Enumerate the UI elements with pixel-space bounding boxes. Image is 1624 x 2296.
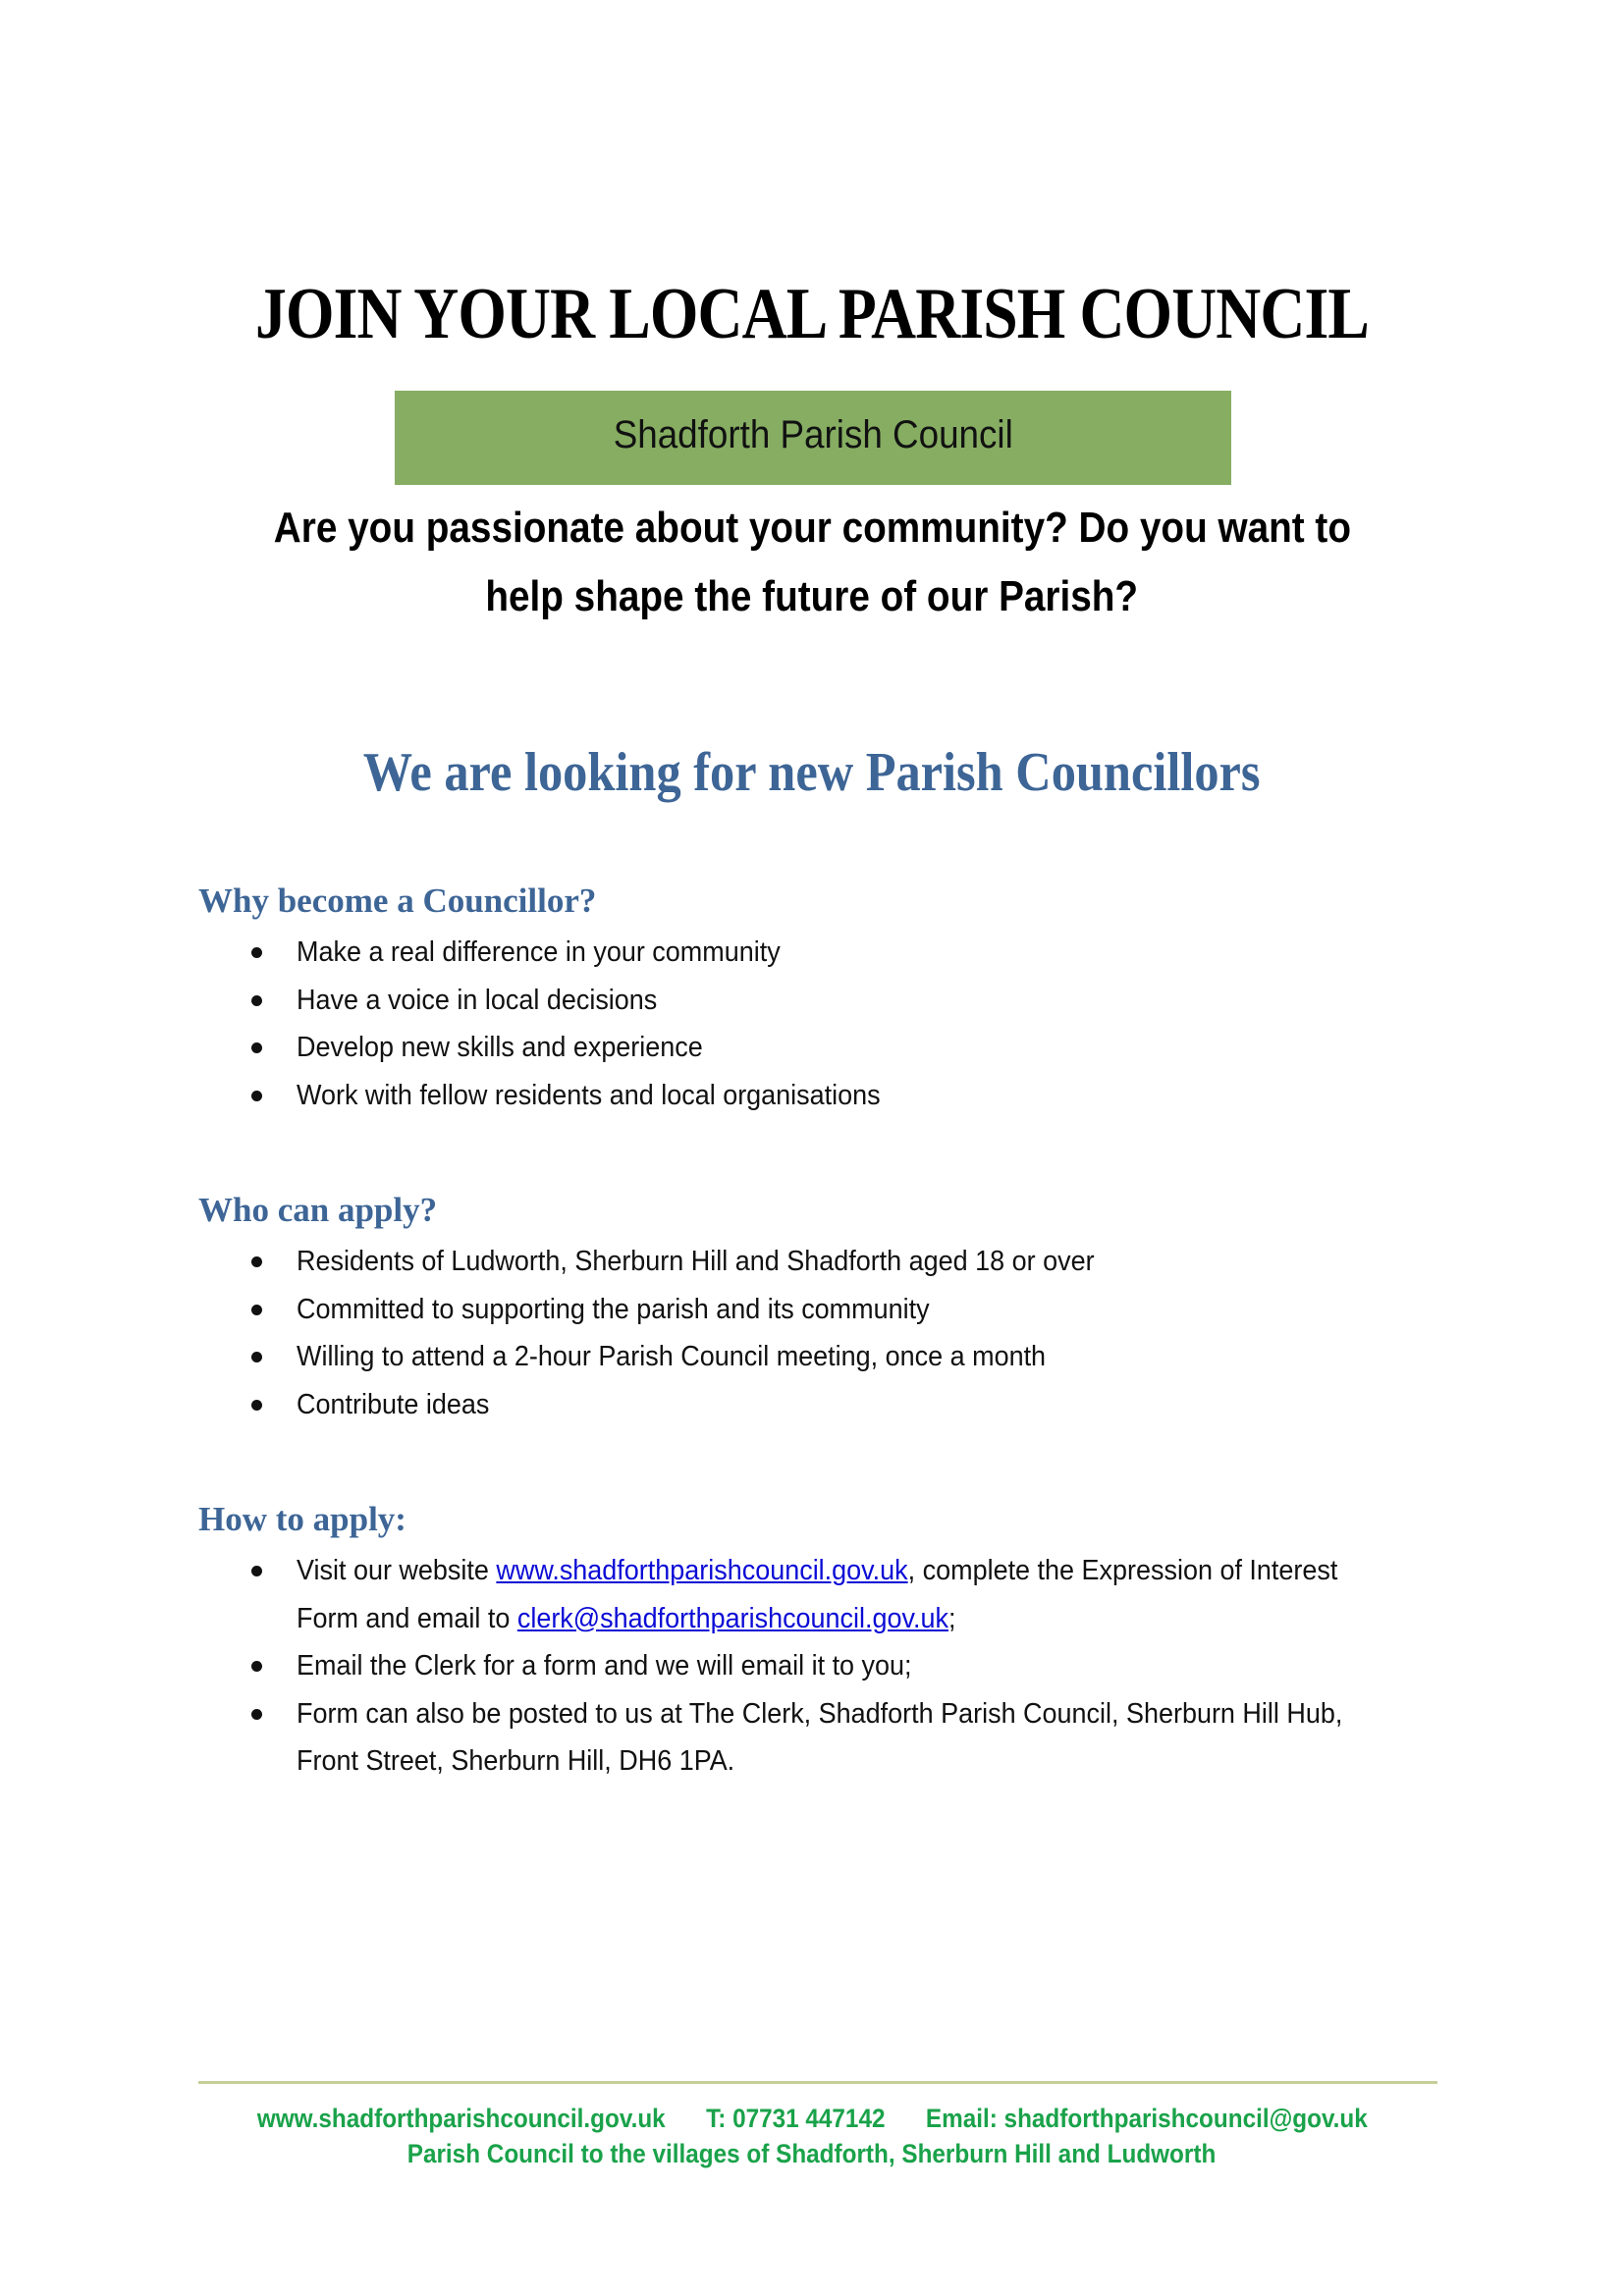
list-item: Committed to supporting the parish and its community [198, 1286, 1475, 1334]
list-item: Have a voice in local decisions [198, 977, 1475, 1025]
how-list [198, 1547, 1475, 1786]
bullet-icon [251, 1256, 262, 1267]
bullet-icon [251, 1400, 262, 1411]
list-item: Visit our website www.shadforthparishcouncil.gov.uk, complete the Expression of Interest Form and email to clerk@shadforthparishcouncil.gov.uk; [198, 1547, 1475, 1642]
list-item: Make a real difference in your community [198, 929, 1475, 977]
list-item: Develop new skills and experience [198, 1024, 1475, 1072]
question-line-2: help shape the future of our Parish? [485, 572, 1139, 620]
list-item: Contribute ideas [198, 1381, 1475, 1429]
bullet-icon [251, 1661, 262, 1672]
who-list [198, 1238, 1475, 1428]
footer-contact-line [0, 2101, 1624, 2136]
bullet-icon [251, 1352, 262, 1362]
list-item: Email the Clerk for a form and we will email it to you; [198, 1642, 1475, 1690]
list-item: Work with fellow residents and local organisations [198, 1072, 1475, 1120]
bullet-icon [251, 1566, 262, 1576]
bullet-icon [251, 1091, 262, 1101]
footer-website[interactable]: www.shadforthparishcouncil.gov.uk [256, 2104, 666, 2133]
bullet-icon [251, 947, 262, 958]
footer-tagline: Parish Council to the villages of Shadforth, Sherburn Hill and Ludworth [407, 2139, 1217, 2168]
footer-email[interactable]: Email: shadforthparishcouncil@gov.uk [925, 2104, 1368, 2133]
bullet-icon [251, 1305, 262, 1315]
subtitle: We are looking for new Parish Councillors [363, 742, 1261, 803]
page-title: JOIN YOUR LOCAL PARISH COUNCIL [255, 274, 1369, 354]
council-name: Shadforth Parish Council [613, 412, 1013, 456]
bullet-icon [251, 995, 262, 1006]
section-heading-how: How to apply: [198, 1500, 406, 1538]
section-heading-why: Why become a Councillor? [198, 881, 597, 920]
bullet-icon [251, 1042, 262, 1053]
footer-divider [198, 2081, 1437, 2084]
council-name-banner [395, 391, 1231, 485]
list-item: Residents of Ludworth, Sherburn Hill and Shadforth aged 18 or over [198, 1238, 1475, 1286]
footer-phone: T: 07731 447142 [705, 2104, 886, 2133]
bullet-icon [251, 1709, 262, 1720]
why-list [198, 929, 1475, 1119]
clerk-email-link[interactable]: clerk@shadforthparishcouncil.gov.uk [516, 1602, 948, 1634]
list-item: Willing to attend a 2-hour Parish Council meeting, once a month [198, 1333, 1475, 1381]
question-line-1: Are you passionate about your community? Do you want to [273, 504, 1351, 552]
website-link[interactable]: www.shadforthparishcouncil.gov.uk [496, 1555, 908, 1586]
section-heading-who: Who can apply? [198, 1191, 438, 1229]
list-item: Form can also be posted to us at The Clerk, Shadforth Parish Council, Sherburn Hill Hub, Front Street, Sherburn Hill, DH6 1PA. [198, 1690, 1475, 1786]
